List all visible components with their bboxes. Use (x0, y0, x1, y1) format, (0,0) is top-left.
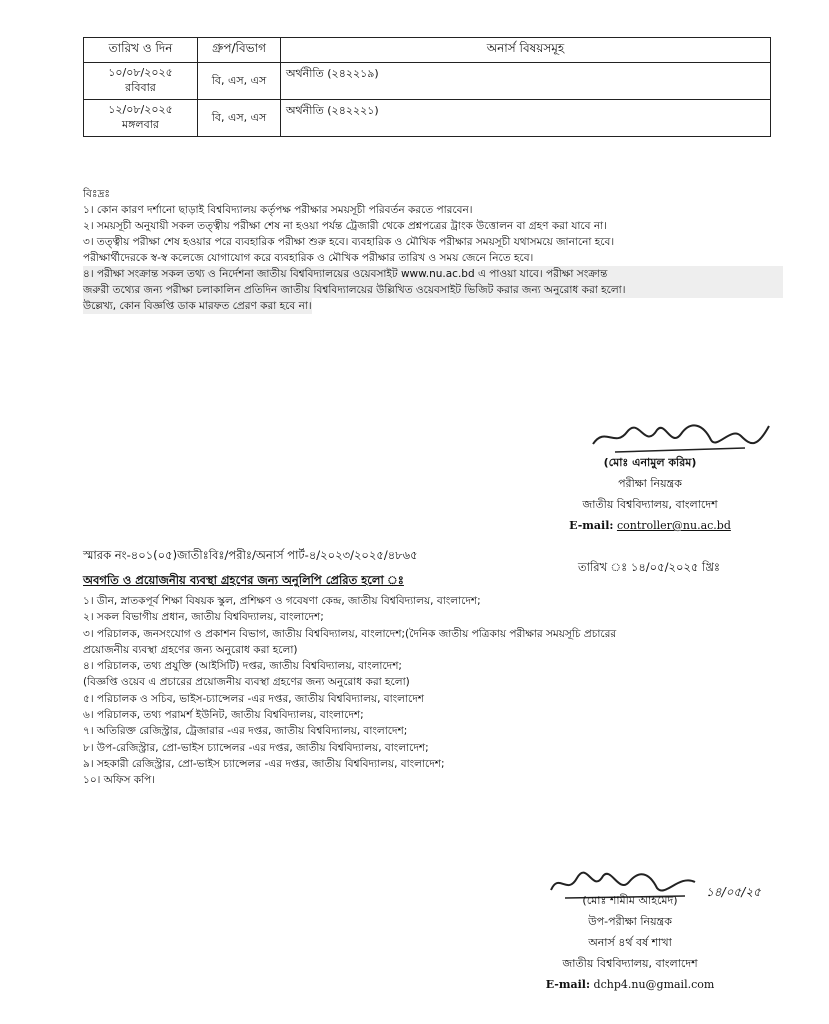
controller-org: জাতীয় বিশ্ববিদ্যালয়, বাংলাদেশ (582, 498, 718, 511)
note-line: পরীক্ষার্থীদেরকে স্ব-স্ব কলেজে যোগাযোগ করে ব্যবহারিক ও মৌখিক পরীক্ষার তারিখ ও সময় জেনে নিতে হবে। (83, 252, 534, 264)
deputy-controller-signature-block (545, 890, 715, 995)
list-item: ২। সকল বিভাগীয় প্রধান, জাতীয় বিশ্ববিদ্যালয়, বাংলাদেশ; (83, 611, 324, 624)
list-item: ৭। অতিরিক্ত রেজিস্ট্রার, ট্রেজারার -এর দপ্তর, জাতীয় বিশ্ববিদ্যালয়, বাংলাদেশ; (83, 725, 408, 738)
note-line: ৪। পরীক্ষা সংক্রান্ত সকল তথ্য ও নির্দেশনা জাতীয় বিশ্ববিদ্যালয়ের ওয়েবসাইট www.nu.ac.bd এ পাওয়া যাবে। পরীক্ষা সংক্রান্ত (83, 266, 783, 282)
table-row (84, 100, 771, 137)
row-day: রবিবার (125, 81, 156, 94)
distribution-list (83, 593, 803, 789)
deputy-email-line (545, 974, 715, 995)
row-date: ১২/০৮/২০২৫ (108, 103, 173, 116)
header-date-day: তারিখ ও দিন (84, 38, 198, 63)
memo-date: তারিখ ঃ ১৪/০৫/২০২৫ খ্রিঃ (578, 560, 721, 574)
distribution-heading: অবগতি ও প্রয়োজনীয় ব্যবস্থা গ্রহণের জন্য অনুলিপি প্রেরিত হলো ঃ (83, 573, 404, 587)
deputy-name: (মোঃ শামীম আহমেদ) (582, 894, 678, 907)
note-line: ৩। তত্ত্বীয় পরীক্ষা শেষ হওয়ার পরে ব্যবহারিক পরীক্ষা শুরু হবে। ব্যবহারিক ও মৌখিক পরীক্ষার সময়সূচী যথাসময়ে জানানো হবে। (83, 236, 615, 248)
deputy-email: dchp4.nu@gmail.com (593, 978, 715, 991)
row-group: বি, এস, এস (198, 100, 281, 137)
note-line: উল্লেখ্য, কোন বিজ্ঞপ্তি ডাক মারফত প্রেরণ করা হবে না। (83, 300, 312, 312)
notes-heading: বিঃদ্রঃ (83, 188, 111, 200)
list-item: ১। ডীন, স্নাতকপূর্ব শিক্ষা বিষয়ক স্কুল, প্রশিক্ষণ ও গবেষণা কেন্দ্র, জাতীয় বিশ্ববিদ্যালয়, বাংলাদেশ; (83, 595, 481, 607)
row-subject: অর্থনীতি (২৪২২১৯) (281, 63, 771, 100)
table-row (84, 63, 771, 100)
list-item: ৬। পরিচালক, তথ্য পরামর্শ ইউনিট, জাতীয় বিশ্ববিদ্যালয়, বাংলাদেশ; (83, 709, 364, 722)
row-day: মঙ্গলবার (122, 118, 159, 131)
note-line: ২। সময়সূচী অনুযায়ী সকল তত্ত্বীয় পরীক্ষা শেষ না হওয়া পর্যন্ত ট্রেজারী থেকে প্রশ্নপত্রের ট্রাংক উত্তোলন বা গ্রহণ করা যাবে না। (83, 220, 607, 232)
controller-email: controller@nu.ac.bd (616, 519, 731, 532)
list-item: ১০। অফিস কপি। (83, 774, 156, 787)
email-label: E-mail: (569, 519, 614, 532)
controller-signature-block (545, 452, 755, 536)
list-item: ৮। উপ-রেজিস্ট্রার, প্রো-ভাইস চ্যান্সেলর -এর দপ্তর, জাতীয় বিশ্ববিদ্যালয়, বাংলাদেশ; (83, 741, 429, 754)
row-date-cell (84, 100, 198, 137)
deputy-signature-date: ১৪/০৫/২৫ (706, 885, 761, 899)
deputy-title: উপ-পরীক্ষা নিয়ন্ত্রক (588, 915, 672, 928)
list-item: ৪। পরিচালক, তথ্য প্রযুক্তি (আইসিটি) দপ্তর, জাতীয় বিশ্ববিদ্যালয়, বাংলাদেশ; (83, 660, 402, 673)
controller-email-line (545, 515, 755, 536)
email-label: E-mail: (545, 978, 591, 991)
row-date-cell (84, 63, 198, 100)
note-line: ১। কোন কারণ দর্শানো ছাড়াই বিশ্ববিদ্যালয় কর্তৃপক্ষ পরীক্ষার সময়সূচী পরিবর্তন করতে পারবেন। (83, 204, 473, 216)
list-item: ৩। পরিচালক, জনসংযোগ ও প্রকাশন বিভাগ, জাতীয় বিশ্ববিদ্যালয়, বাংলাদেশ;(দৈনিক জাতীয় পত্রিকায় পরীক্ষার সময়সূচি প্রচারের (83, 627, 617, 640)
memo-reference: স্মারক নং-৪০১(০৫)জাতীঃবিঃ/পরীঃ/অনার্স পার্ট-৪/২০২৩/২০২৫/৪৮৬৫ (83, 548, 418, 562)
exam-schedule-table (83, 37, 771, 137)
list-item: (বিজ্ঞপ্তি ওয়েব এ প্রচারের প্রয়োজনীয় ব্যবস্থা গ্রহণের জন্য অনুরোধ করা হলো) (83, 676, 410, 689)
note-line: জরুরী তথ্যের জন্য পরীক্ষা চলাকালিন প্রতিদিন জাতীয় বিশ্ববিদ্যালয়ের উল্লিখিত ওয়েবসাইট ভিজিট করার জন্য অনুরোধ করা হলো। (83, 282, 783, 298)
deputy-branch: অনার্স ৪র্থ বর্ষ শাখা (588, 936, 672, 949)
row-group: বি, এস, এস (198, 63, 281, 100)
row-subject: অর্থনীতি (২৪২২২১) (281, 100, 771, 137)
controller-title: পরীক্ষা নিয়ন্ত্রক (618, 477, 682, 490)
controller-name: (মোঃ এনামুল করিম) (603, 456, 697, 469)
table-header-row (84, 38, 771, 63)
row-date: ১০/০৮/২০২৫ (108, 66, 173, 79)
list-item: ৫। পরিচালক ও সচিব, ভাইস-চ্যান্সেলর -এর দপ্তর, জাতীয় বিশ্ববিদ্যালয়, বাংলাদেশ (83, 692, 424, 705)
header-subjects: অনার্স বিষয়সমূহ (281, 38, 771, 63)
notes-section (83, 186, 783, 314)
header-group: গ্রুপ/বিভাগ (198, 38, 281, 63)
list-item: প্রয়োজনীয় ব্যবস্থা গ্রহণের জন্য অনুরোধ করা হলো) (83, 643, 298, 656)
list-item: ৯। সহকারী রেজিস্ট্রার, প্রো-ভাইস চ্যান্সেলর -এর দপ্তর, জাতীয় বিশ্ববিদ্যালয়, বাংলাদেশ; (83, 757, 445, 770)
deputy-org: জাতীয় বিশ্ববিদ্যালয়, বাংলাদেশ (562, 957, 698, 970)
